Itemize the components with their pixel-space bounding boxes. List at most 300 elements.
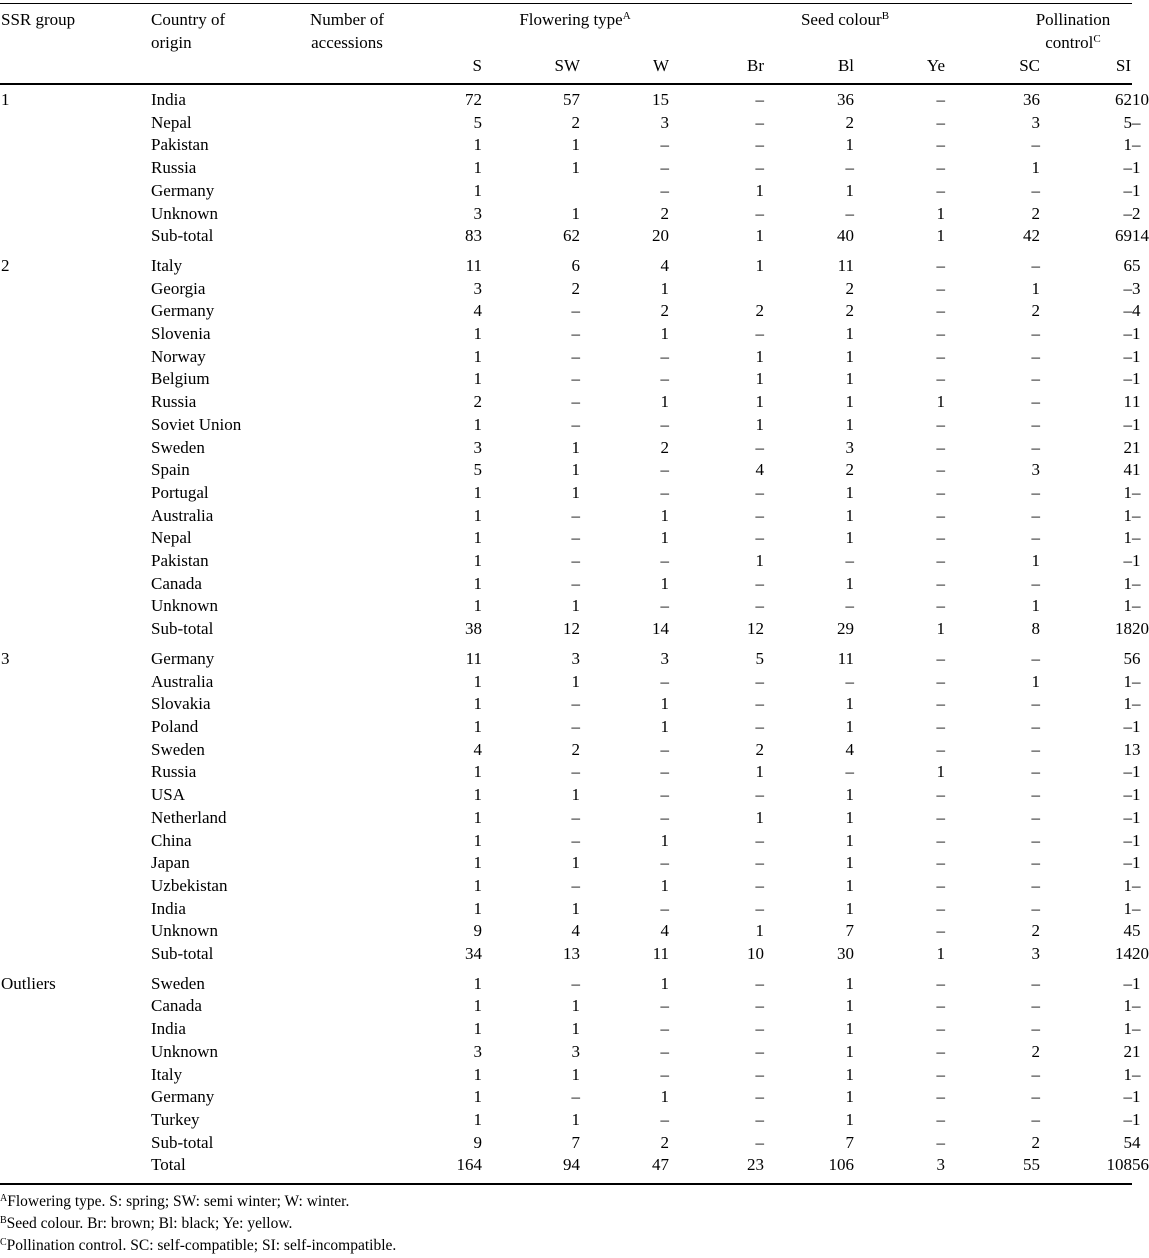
country-cell: Germany <box>151 180 215 200</box>
value-cell: 14 <box>1115 944 1132 964</box>
value-cell: – <box>660 1019 669 1039</box>
value-cell: – <box>1031 573 1040 593</box>
country-cell: Germany <box>151 301 215 321</box>
seed-colour-label: Seed colour <box>800 10 882 29</box>
subheader-ye: Ye <box>926 56 945 75</box>
country-cell: Russia <box>151 762 197 782</box>
value-cell: 1 <box>845 716 854 736</box>
value-cell <box>482 180 580 203</box>
value-cell: 1 <box>1123 1064 1132 1084</box>
value-cell: – <box>936 1019 945 1039</box>
value-cell: – <box>1031 694 1040 714</box>
value-cell: 1 <box>936 203 945 223</box>
value-cell: 1 <box>473 505 482 525</box>
value-cell: – <box>1123 973 1132 993</box>
value-cell: 11 <box>465 648 482 668</box>
value-cell: – <box>1031 392 1040 412</box>
value-cell: 3 <box>660 112 669 132</box>
spacer-cell <box>301 1041 369 1064</box>
spacer-cell <box>301 595 369 618</box>
value-cell: – <box>936 807 945 827</box>
header-flowering-type <box>480 8 670 31</box>
value-cell: 2 <box>1123 437 1132 457</box>
value-cell: – <box>936 158 945 178</box>
value-cell: 11 <box>465 255 482 275</box>
spacer-cell <box>301 830 369 853</box>
table-row: Canada 1 – 1 – 1 – – 1 – <box>0 573 1132 596</box>
value-cell: – <box>936 324 945 344</box>
value-cell: 4 <box>660 255 669 275</box>
value-cell: 1 <box>1123 898 1132 918</box>
value-cell: – <box>845 596 854 616</box>
country-cell: Sub-total <box>151 226 214 246</box>
country-cell: Soviet Union <box>151 414 242 434</box>
value-cell: – <box>1123 324 1132 344</box>
spacer-cell <box>301 671 369 694</box>
value-cell: – <box>755 785 764 805</box>
value-cell: – <box>571 505 580 525</box>
spacer-cell <box>301 482 369 505</box>
ssr-group-cell <box>0 134 151 157</box>
value-cell: 1 <box>473 807 482 827</box>
value-cell: – <box>845 551 854 571</box>
value-cell: 1 <box>473 1109 482 1129</box>
value-cell: – <box>755 716 764 736</box>
value-cell: – <box>936 648 945 668</box>
ssr-group-cell <box>0 1086 151 1109</box>
value-cell: – <box>1031 135 1040 155</box>
value-cell: 2 <box>660 437 669 457</box>
ssr-group-cell <box>0 618 151 641</box>
spacer-cell <box>301 693 369 716</box>
value-cell: 9 <box>473 1132 482 1152</box>
ssr-group-cell <box>0 1041 151 1064</box>
value-cell: 1 <box>936 226 945 246</box>
table-row: Unknown 3 1 2 – – 1 2 – 2 <box>0 203 1132 226</box>
value-cell: – <box>936 112 945 132</box>
value-cell: 1 <box>1123 482 1132 502</box>
value-cell: 2 <box>1123 1041 1132 1061</box>
value-cell: 1 <box>473 180 482 200</box>
value-cell: 1 <box>845 528 854 548</box>
spacer-cell <box>301 739 369 762</box>
ssr-group-cell <box>0 1064 151 1087</box>
value-cell: 3 <box>473 437 482 457</box>
value-cell: – <box>571 528 580 548</box>
ssr-group-cell <box>0 527 151 550</box>
ssr-group-cell <box>0 414 151 437</box>
table-row: Unknown 9 4 4 1 7 – 2 4 5 <box>0 920 1132 943</box>
value-cell: 1 <box>660 1087 669 1107</box>
value-cell: 1 <box>660 973 669 993</box>
value-cell: – <box>660 414 669 434</box>
value-cell: 29 <box>837 619 854 639</box>
value-cell: 36 <box>837 90 854 109</box>
country-cell: Spain <box>151 460 190 480</box>
value-cell: 1 <box>660 528 669 548</box>
value-cell: – <box>755 1041 764 1061</box>
country-cell: Slovenia <box>151 324 211 344</box>
value-cell: 2 <box>660 1132 669 1152</box>
value-cell: – <box>1123 278 1132 298</box>
value-cell: 108 <box>1106 1155 1132 1175</box>
spacer-cell <box>301 875 369 898</box>
value-cell: – <box>845 158 854 178</box>
value-cell: 4 <box>755 460 764 480</box>
value-cell: – <box>755 671 764 691</box>
spacer-cell <box>301 391 369 414</box>
value-cell: 1 <box>845 1064 854 1084</box>
value-cell: – <box>1123 762 1132 782</box>
value-cell: – <box>1031 853 1040 873</box>
value-cell: – <box>571 551 580 571</box>
value-cell: 7 <box>845 1132 854 1152</box>
footnote-b <box>0 1214 292 1234</box>
value-cell: 5 <box>473 112 482 132</box>
value-cell: – <box>755 505 764 525</box>
value-cell: – <box>755 1132 764 1152</box>
value-cell: – <box>1123 158 1132 178</box>
value-cell: – <box>755 996 764 1016</box>
value-cell: 1 <box>660 392 669 412</box>
value-cell: – <box>1031 180 1040 200</box>
value-cell: 1 <box>473 414 482 434</box>
value-cell: – <box>936 135 945 155</box>
value-cell: – <box>936 973 945 993</box>
spacer-cell <box>301 180 369 203</box>
value-cell: – <box>660 671 669 691</box>
value-cell: 42 <box>1023 226 1040 246</box>
value-cell: 1 <box>1123 392 1132 412</box>
value-cell: – <box>755 898 764 918</box>
value-cell: – <box>845 762 854 782</box>
value-cell: – <box>571 694 580 714</box>
value-cell: 3 <box>571 1041 580 1061</box>
country-cell: India <box>151 90 186 109</box>
value-cell: 106 <box>828 1155 854 1175</box>
value-cell: 4 <box>571 921 580 941</box>
value-cell: 3 <box>473 278 482 298</box>
value-cell: – <box>571 369 580 389</box>
table-row: Portugal 1 1 – – 1 – – 1 – <box>0 482 1132 505</box>
value-cell: – <box>936 694 945 714</box>
ssr-group-cell: 1 <box>1 90 10 109</box>
value-cell: 1 <box>571 898 580 918</box>
value-cell: 1 <box>1123 671 1132 691</box>
value-cell: 5 <box>1123 1132 1132 1152</box>
value-cell: 1 <box>936 944 945 964</box>
value-cell: – <box>571 807 580 827</box>
table-row: USA 1 1 – – 1 – – – 1 <box>0 784 1132 807</box>
value-cell: 1 <box>1123 996 1132 1016</box>
value-cell: – <box>936 346 945 366</box>
value-cell: 1 <box>473 573 482 593</box>
value-cell: 8 <box>1031 619 1040 639</box>
value-cell: 1 <box>845 807 854 827</box>
value-cell: – <box>936 596 945 616</box>
value-cell: – <box>755 573 764 593</box>
value-cell: – <box>755 1087 764 1107</box>
value-cell: 36 <box>1023 90 1040 109</box>
country-cell: Sweden <box>151 973 205 993</box>
value-cell: 2 <box>1031 301 1040 321</box>
value-cell: – <box>755 112 764 132</box>
value-cell: – <box>936 255 945 275</box>
value-cell: 1 <box>845 482 854 502</box>
spacer-cell <box>301 157 369 180</box>
bottom-rule <box>0 1183 1132 1185</box>
table-row: 1 India 72 57 15 – 36 – 36 62 10 <box>0 89 1132 112</box>
table-row: Australia 1 – 1 – 1 – – 1 – <box>0 505 1132 528</box>
footnote-a-mark: A <box>0 1193 8 1204</box>
top-rule <box>0 3 1132 4</box>
table-row: Spain 5 1 – 4 2 – 3 4 1 <box>0 459 1132 482</box>
value-cell: 1 <box>845 694 854 714</box>
value-cell: 1 <box>571 671 580 691</box>
value-cell: – <box>1031 875 1040 895</box>
spacer-cell <box>301 807 369 830</box>
value-cell: – <box>1031 996 1040 1016</box>
value-cell: 12 <box>747 619 764 639</box>
table-row: India 1 1 – – 1 – – 1 – <box>0 1018 1132 1041</box>
ssr-group-cell <box>0 1018 151 1041</box>
value-cell: – <box>660 739 669 759</box>
value-cell: – <box>1031 324 1040 344</box>
ssr-group-cell <box>0 550 151 573</box>
value-cell: 164 <box>456 1155 482 1175</box>
value-cell: 1 <box>1123 596 1132 616</box>
value-cell: 2 <box>571 278 580 298</box>
seed-colour-mark: B <box>881 10 890 22</box>
country-cell: Japan <box>151 853 190 873</box>
value-cell: – <box>755 1109 764 1129</box>
value-cell: 7 <box>571 1132 580 1152</box>
header-country-line1: Country of <box>151 10 226 29</box>
value-cell: 1 <box>845 785 854 805</box>
value-cell: – <box>936 505 945 525</box>
value-cell: 1 <box>571 1109 580 1129</box>
ssr-group-cell <box>0 459 151 482</box>
value-cell: 3 <box>571 648 580 668</box>
table-row: Japan 1 1 – – 1 – – – 1 <box>0 852 1132 875</box>
table-row: Slovakia 1 – 1 – 1 – – 1 – <box>0 693 1132 716</box>
value-cell: 34 <box>465 944 482 964</box>
spacer-cell <box>301 966 369 996</box>
country-cell: Unknown <box>151 596 219 616</box>
ssr-group-cell <box>0 830 151 853</box>
value-cell: – <box>660 460 669 480</box>
header-pollination-line1: Pollination <box>1035 10 1111 29</box>
value-cell: – <box>571 716 580 736</box>
country-cell: Sweden <box>151 437 205 457</box>
value-cell: 1 <box>473 135 482 155</box>
value-cell: 1 <box>473 830 482 850</box>
table-row: China 1 – 1 – 1 – – – 1 <box>0 830 1132 853</box>
ssr-group-cell <box>0 180 151 203</box>
value-cell: 1 <box>1123 573 1132 593</box>
pollination-mark: C <box>1093 33 1101 45</box>
value-cell: 1 <box>845 973 854 993</box>
table-row: Germany 1 – 1 – 1 – – – 1 <box>0 1086 1132 1109</box>
spacer-cell <box>301 1018 369 1041</box>
value-cell: 62 <box>563 226 580 246</box>
spacer-cell <box>301 995 369 1018</box>
subheader-w: W <box>652 56 669 75</box>
header-accessions-line1: Number of <box>309 10 385 29</box>
value-cell: 1 <box>1123 528 1132 548</box>
value-cell: 1 <box>571 482 580 502</box>
country-cell: Canada <box>151 573 202 593</box>
value-cell: – <box>755 135 764 155</box>
value-cell: – <box>936 437 945 457</box>
spacer-cell <box>301 278 369 301</box>
value-cell: – <box>1123 785 1132 805</box>
ssr-group-cell <box>0 1109 151 1132</box>
value-cell: 3 <box>845 437 854 457</box>
value-cell: – <box>936 785 945 805</box>
value-cell: 1 <box>473 482 482 502</box>
subheader-bl: Bl <box>837 56 854 75</box>
value-cell: 4 <box>660 921 669 941</box>
value-cell: 1 <box>1123 694 1132 714</box>
ssr-group-cell <box>0 716 151 739</box>
value-cell: – <box>936 875 945 895</box>
value-cell: 1 <box>473 671 482 691</box>
value-cell: – <box>1123 346 1132 366</box>
value-cell: 1 <box>473 1087 482 1107</box>
value-cell: – <box>660 180 669 200</box>
value-cell: 14 <box>652 619 669 639</box>
footnote-c <box>0 1236 396 1256</box>
value-cell: 1 <box>473 1019 482 1039</box>
value-cell: – <box>660 807 669 827</box>
spacer-cell <box>301 618 369 641</box>
value-cell: 1 <box>936 392 945 412</box>
value-cell: 13 <box>563 944 580 964</box>
value-cell: – <box>1031 437 1040 457</box>
table-row: Slovenia 1 – 1 – 1 – – – 1 <box>0 323 1132 346</box>
value-cell: – <box>1031 1087 1040 1107</box>
value-cell: 69 <box>1115 226 1132 246</box>
value-cell: – <box>660 853 669 873</box>
subheader-s: S <box>472 56 482 75</box>
table-row: Germany 4 – 2 2 2 – 2 – 4 <box>0 300 1132 323</box>
pollination-label: control <box>1045 33 1094 52</box>
value-cell: – <box>936 853 945 873</box>
value-cell: – <box>936 716 945 736</box>
value-cell: – <box>936 830 945 850</box>
country-cell: Nepal <box>151 528 192 548</box>
spacer-cell <box>301 1154 369 1177</box>
ssr-group-cell <box>0 1154 151 1177</box>
table-row: Georgia 3 2 1 2 – 1 – 3 <box>0 278 1132 301</box>
table-row: Sweden 3 1 2 – 3 – – 2 1 <box>0 437 1132 460</box>
value-cell: 1 <box>571 1019 580 1039</box>
value-cell: – <box>936 1064 945 1084</box>
country-cell: Sub-total <box>151 619 214 639</box>
value-cell: – <box>845 203 854 223</box>
value-cell: 1 <box>571 203 580 223</box>
value-cell: – <box>1123 830 1132 850</box>
value-cell: 2 <box>845 301 854 321</box>
value-cell: 1 <box>755 392 764 412</box>
header-accessions-line2: accessions <box>311 33 383 52</box>
value-cell: 1 <box>473 1064 482 1084</box>
value-cell: 1 <box>473 853 482 873</box>
ssr-group-cell <box>0 112 151 135</box>
value-cell: 6 <box>1123 255 1132 275</box>
value-cell: 1 <box>571 460 580 480</box>
value-cell: 1 <box>755 807 764 827</box>
value-cell: 1 <box>473 596 482 616</box>
footnote-c-mark: C <box>0 1237 7 1248</box>
value-cell: 1 <box>755 762 764 782</box>
ssr-group-cell <box>0 157 151 180</box>
value-cell: 1 <box>755 414 764 434</box>
spacer-cell <box>301 1064 369 1087</box>
value-cell: 4 <box>845 739 854 759</box>
value-cell: – <box>1031 414 1040 434</box>
value-cell: – <box>936 414 945 434</box>
value-cell: 1 <box>1123 875 1132 895</box>
value-cell: – <box>660 1109 669 1129</box>
value-cell: – <box>936 898 945 918</box>
value-cell: – <box>755 437 764 457</box>
value-cell: 10 <box>747 944 764 964</box>
spacer-cell <box>301 1086 369 1109</box>
country-cell: Portugal <box>151 482 209 502</box>
table-row: Uzbekistan 1 – 1 – 1 – – 1 – <box>0 875 1132 898</box>
country-cell: Total <box>151 1155 186 1175</box>
value-cell: – <box>936 921 945 941</box>
spacer-cell <box>301 203 369 226</box>
value-cell: 1 <box>845 414 854 434</box>
table-row: Pakistan 1 – – 1 – – 1 – 1 <box>0 550 1132 573</box>
table-row: Nepal 5 2 3 – 2 – 3 5 – <box>0 112 1132 135</box>
spacer-cell <box>301 716 369 739</box>
value-cell: 2 <box>755 739 764 759</box>
value-cell: 1 <box>1123 135 1132 155</box>
ssr-group-cell <box>0 852 151 875</box>
value-cell: 1 <box>571 437 580 457</box>
value-cell: 1 <box>660 324 669 344</box>
spacer-cell <box>301 784 369 807</box>
country-cell: India <box>151 1019 186 1039</box>
value-cell: 1 <box>571 996 580 1016</box>
value-cell: – <box>1031 482 1040 502</box>
table-row: Germany 1 – 1 1 – – – 1 <box>0 180 1132 203</box>
value-cell: 1 <box>845 830 854 850</box>
value-cell: 2 <box>660 203 669 223</box>
value-cell: 1 <box>473 324 482 344</box>
value-cell: 1 <box>755 226 764 246</box>
country-cell: Georgia <box>151 278 206 298</box>
value-cell: – <box>755 1019 764 1039</box>
value-cell: – <box>571 414 580 434</box>
spacer-cell <box>301 459 369 482</box>
value-cell: 1 <box>473 369 482 389</box>
ssr-group-cell <box>0 323 151 346</box>
table-row: Canada 1 1 – – 1 – – 1 – <box>0 995 1132 1018</box>
country-cell: Australia <box>151 671 214 691</box>
value-cell: 11 <box>652 944 669 964</box>
value-cell: 1 <box>473 551 482 571</box>
country-cell: Australia <box>151 505 214 525</box>
value-cell: 1 <box>473 694 482 714</box>
value-cell: – <box>660 135 669 155</box>
ssr-group-cell <box>0 203 151 226</box>
value-cell: 5 <box>1123 648 1132 668</box>
